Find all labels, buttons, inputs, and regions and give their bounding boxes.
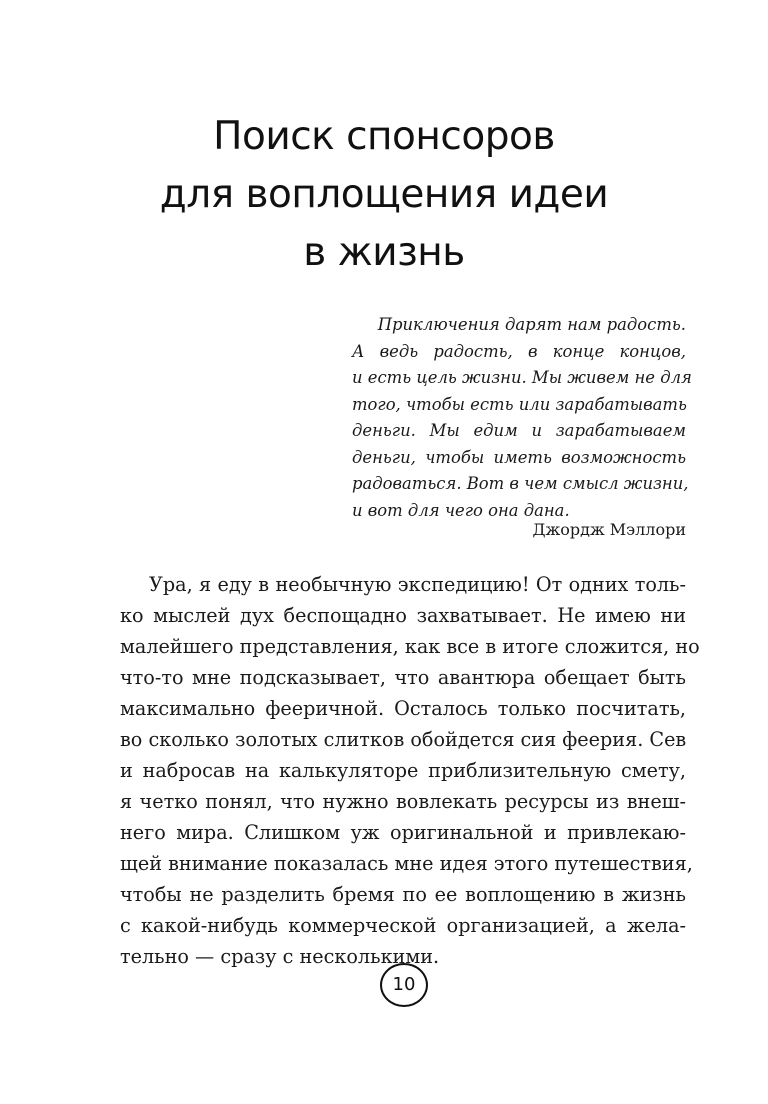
epigraph-line: деньги. Мы едим и зарабатываем — [352, 421, 686, 440]
body-line: с какой-нибудь коммерческой организацией, а жела- — [120, 914, 686, 937]
body-line: я четко понял, что нужно вовлекать ресурсы из внеш- — [120, 790, 686, 813]
body-line: щей внимание показалась мне идея этого путешествия, — [120, 852, 693, 875]
chapter-title-line: для воплощения идеи — [159, 172, 609, 217]
page-number: 10 — [380, 963, 428, 1007]
body-paragraph — [120, 569, 700, 972]
epigraph-line: деньги, чтобы иметь возможность — [352, 447, 686, 467]
epigraph-line: радоваться. Вот в чем смысл жизни, — [352, 474, 689, 493]
chapter-title — [0, 108, 768, 282]
body-line: что-то мне подсказывает, что авантюра обещает быть — [120, 666, 686, 689]
body-line: тельно — сразу с несколькими. — [120, 945, 440, 968]
epigraph — [352, 312, 692, 524]
epigraph-line: Приключения дарят нам радость. — [377, 315, 686, 334]
chapter-title-line: Поиск спонсоров — [213, 114, 555, 159]
body-line: ко мыслей дух беспощадно захватывает. Не имею ни — [120, 604, 686, 627]
body-line: Ура, я еду в необычную экспедицию! От одних толь- — [149, 573, 686, 596]
chapter-title-line: в жизнь — [303, 230, 465, 275]
epigraph-line: А ведь радость, в конце концов, — [352, 341, 686, 361]
body-line: него мира. Слишком уж оригинальной и привлекаю- — [120, 821, 686, 844]
body-line: малейшего представления, как все в итоге сложится, но — [120, 635, 700, 658]
epigraph-line: того, чтобы есть или зарабатывать — [352, 394, 687, 414]
body-line: чтобы не разделить бремя по ее воплощению в жизнь — [120, 883, 686, 906]
body-line: максимально фееричной. Осталось только посчитать, — [120, 697, 686, 720]
epigraph-line: и есть цель жизни. Мы живем не для — [352, 368, 692, 387]
epigraph-author: Джордж Мэллори — [532, 520, 686, 539]
body-line: во сколько золотых слитков обойдется сия феерия. Сев — [120, 728, 687, 751]
body-line: и набросав на калькуляторе приблизительную смету, — [120, 759, 686, 782]
epigraph-line: и вот для чего она дана. — [352, 500, 570, 520]
